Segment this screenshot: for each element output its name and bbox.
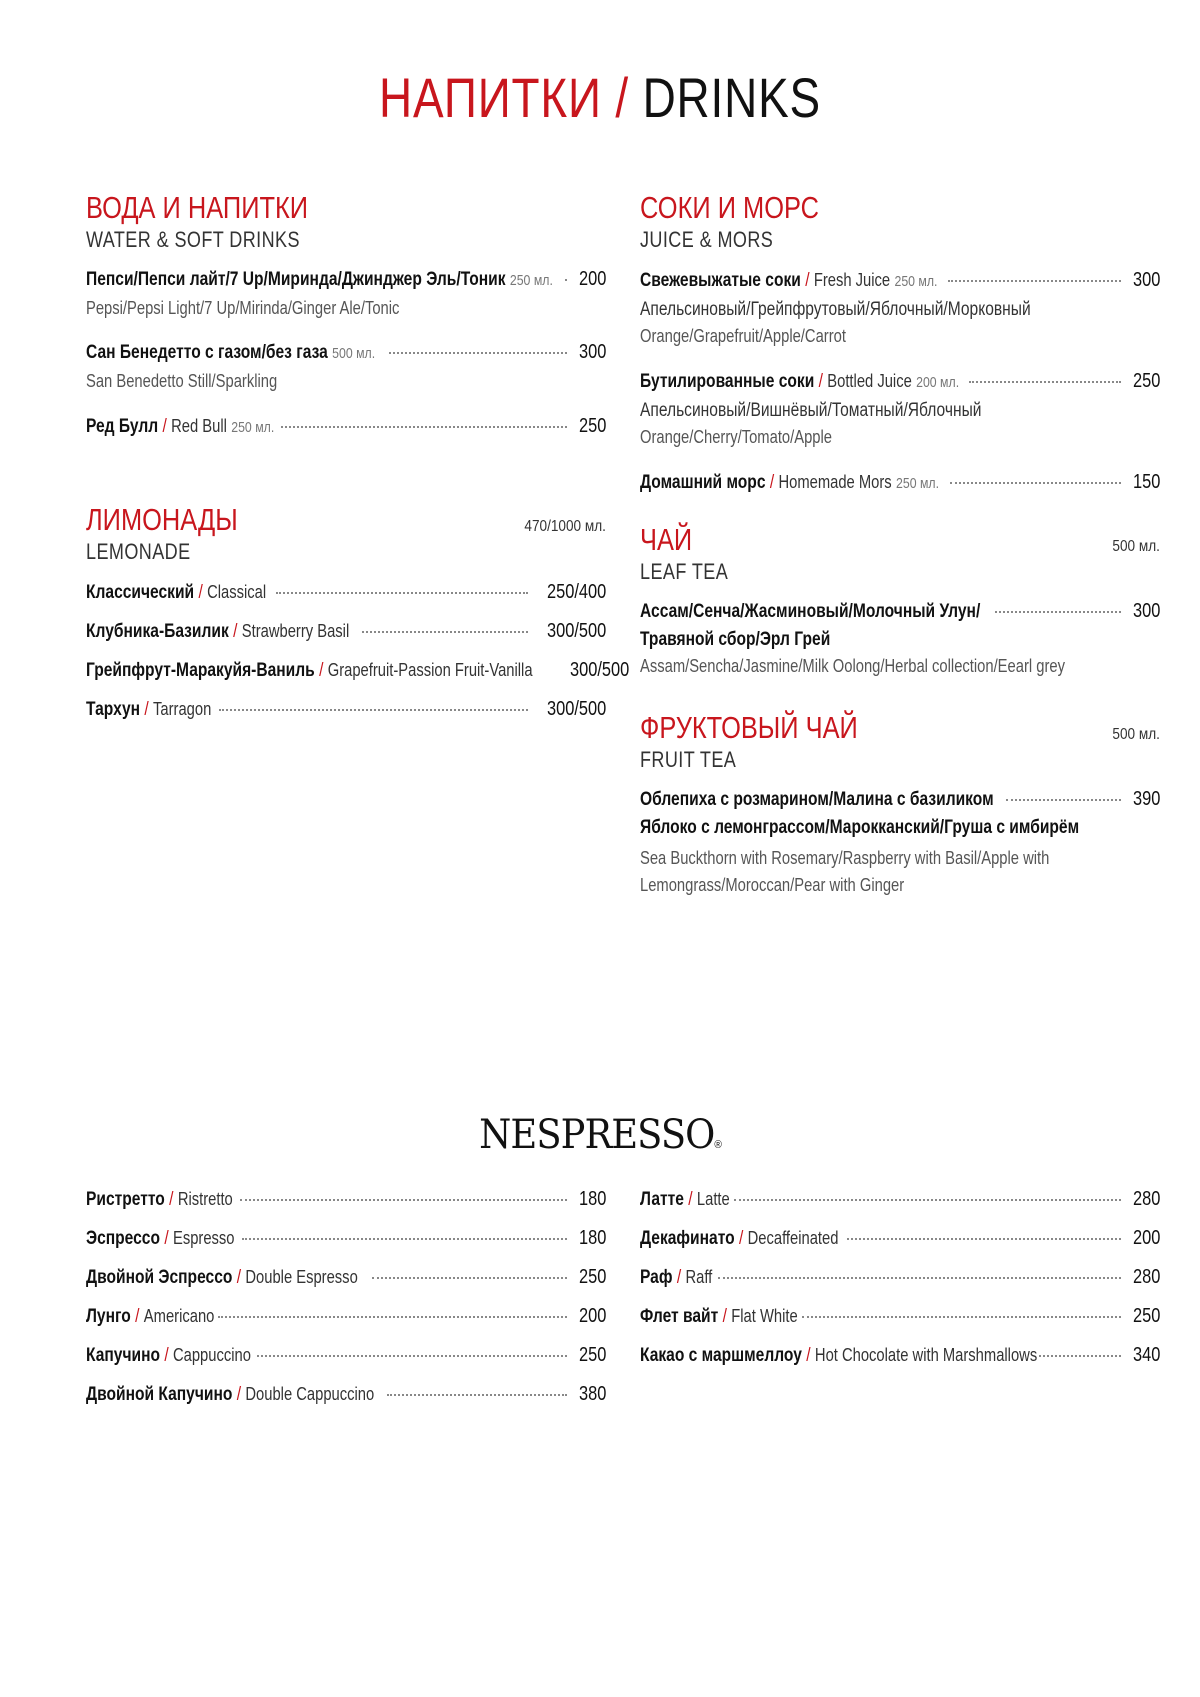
item-name-en: Red Bull <box>171 416 227 436</box>
item-price: 390 <box>1132 788 1160 810</box>
item-name-ru: Флет вайт <box>640 1306 719 1327</box>
item-name-ru: Ред Булл <box>86 416 159 437</box>
section-lemonade <box>86 502 629 734</box>
item-description: Orange/Grapefruit/Apple/Carrot <box>640 326 846 346</box>
leader-dots <box>847 1238 1121 1240</box>
section-title: ЧАЙ <box>640 522 693 557</box>
item-name-ru: Домашний морс <box>640 472 766 493</box>
item-volume: 500 мл. <box>332 345 376 362</box>
leader-dots <box>718 1277 1120 1279</box>
item-price: 250 <box>1132 370 1160 392</box>
item-price: 340 <box>1132 1344 1160 1366</box>
item-price: 250 <box>578 1266 606 1288</box>
item-name-ru: Классический <box>86 582 195 603</box>
menu-item: Бутилированные соки / Bottled Juice 200 мл. 250 Апельсиновый/Вишнёвый/Томатный/Яблочный Orange/Cherry/Tomato/Apple <box>640 367 1160 451</box>
section-fruit-tea <box>640 710 1160 916</box>
menu-item <box>86 266 606 322</box>
item-name-en: Hot Chocolate with Marshmallows <box>814 1345 1038 1365</box>
item-name-en: Espresso <box>172 1228 235 1248</box>
menu-item <box>640 786 1160 899</box>
section-subtitle: WATER & SOFT DRINKS <box>86 227 300 252</box>
leader-dots <box>372 1277 566 1279</box>
item-name-ru: Капучино <box>86 1345 160 1366</box>
item-name-en: Strawberry Basil <box>241 621 350 641</box>
item-price: 250 <box>578 1344 606 1366</box>
item-description: Pepsi/Pepsi Light/7 Up/Mirinda/Ginger Ale/Tonic <box>86 298 400 318</box>
leader-dots <box>387 1394 566 1396</box>
item-price: 250 <box>1132 1305 1160 1327</box>
section-subtitle: FRUIT TEA <box>640 747 737 772</box>
item-price: 200 <box>578 1305 606 1327</box>
section-title: ЛИМОНАДЫ <box>86 502 238 537</box>
section-volume-note: 500 мл. <box>1112 538 1160 555</box>
leader-dots <box>218 1316 567 1318</box>
item-price: 200 <box>1132 1227 1160 1249</box>
leader-dots <box>969 381 1120 383</box>
item-description: San Benedetto Still/Sparkling <box>86 371 278 391</box>
item-price: 300/500 <box>569 659 629 681</box>
item-volume: 250 мл. <box>231 419 275 436</box>
menu-item: Классический / Classical 250/400 <box>86 581 606 603</box>
leader-dots <box>362 631 528 633</box>
item-price: 250 <box>578 415 606 437</box>
leader-dots <box>242 1238 567 1240</box>
coffee-list-left <box>86 1185 606 1419</box>
item-name-en: Double Espresso <box>245 1267 358 1287</box>
item-name-ru: Двойной Капучино <box>86 1384 233 1405</box>
item-name-en: Bottled Juice <box>827 371 912 391</box>
item-name-en: Fresh Juice <box>813 270 891 290</box>
section-water <box>86 190 606 459</box>
item-volume: 200 мл. <box>916 374 960 391</box>
item-description: Sea Buckthorn with Rosemary/Raspberry with Basil/Apple with <box>640 848 1050 868</box>
item-name-ru: Свежевыжатые соки <box>640 270 801 291</box>
item-name-ru: Латте <box>640 1189 684 1210</box>
menu-item: Капучино / Cappuccino 250 <box>86 1344 606 1366</box>
item-name-ru: Двойной Эспрессо <box>86 1267 233 1288</box>
item-name-en: Decaffeinated <box>747 1228 839 1248</box>
item-name-en: Classical <box>207 582 267 602</box>
menu-item: Тархун / Tarragon 300/500 <box>86 698 606 720</box>
item-price: 280 <box>1132 1188 1160 1210</box>
section-title: ВОДА И НАПИТКИ <box>86 190 309 225</box>
menu-item: Эспрессо / Espresso 180 <box>86 1227 606 1249</box>
menu-item: Ристретто / Ristretto 180 <box>86 1188 606 1210</box>
item-price: 180 <box>578 1188 606 1210</box>
menu-item: Флет вайт / Flat White 250 <box>640 1305 1160 1327</box>
item-name-en: Cappuccino <box>172 1345 251 1365</box>
item-name-en: Double Cappuccino <box>245 1384 375 1404</box>
item-name-ru: Тархун <box>86 699 141 720</box>
section-volume-note: 470/1000 мл. <box>524 518 606 535</box>
menu-item: Раф / Raff 280 <box>640 1266 1160 1288</box>
menu-item <box>86 339 606 395</box>
menu-item: Двойной Капучино / Double Cappuccino 380 <box>86 1383 606 1405</box>
leader-dots <box>1039 1355 1120 1357</box>
menu-item: Грейпфрут-Маракуйя-Ваниль / Grapefruit-Passion Fruit-Vanilla 300/500 <box>86 659 629 681</box>
item-price: 150 <box>1132 471 1160 493</box>
item-price: 300/500 <box>546 620 606 642</box>
item-price: 300 <box>1132 269 1160 291</box>
item-name-en: Americano <box>143 1306 215 1326</box>
page-title-separator: / <box>615 66 629 129</box>
item-price: 300 <box>578 341 606 363</box>
item-name-ru: Декафинато <box>640 1228 735 1249</box>
item-name-ru: Облепиха с розмарином/Малина с базиликом <box>640 789 994 810</box>
item-name-ru: Эспрессо <box>86 1228 160 1249</box>
item-name-en: Grapefruit-Passion Fruit-Vanilla <box>327 660 533 680</box>
item-name-ru: Пепси/Пепси лайт/7 Up/Миринда/Джинджер Эль/Тоник <box>86 269 506 290</box>
item-name-ru: Какао с маршмеллоу <box>640 1345 802 1366</box>
item-price: 280 <box>1132 1266 1160 1288</box>
leader-dots <box>389 352 567 354</box>
leader-dots <box>565 279 566 281</box>
item-volume: 250 мл. <box>896 475 940 492</box>
item-price: 300 <box>1132 600 1160 622</box>
item-name-ru: Ассам/Сенча/Жасминовый/Молочный Улун/ <box>640 601 981 622</box>
item-name-en: Tarragon <box>153 699 212 719</box>
page-title <box>108 62 1092 134</box>
item-description: Assam/Sencha/Jasmine/Milk Oolong/Herbal collection/Eearl grey <box>640 656 1065 676</box>
nespresso-logo <box>48 1112 1152 1158</box>
item-price: 250/400 <box>546 581 606 603</box>
item-name-en: Flat White <box>731 1306 798 1326</box>
item-varieties: Апельсиновый/Грейпфрутовый/Яблочный/Морковный <box>640 299 1031 320</box>
menu-item: Двойной Эспрессо / Double Espresso 250 <box>86 1266 606 1288</box>
item-price: 200 <box>578 268 606 290</box>
leader-dots <box>240 1199 567 1201</box>
section-title: СОКИ И МОРС <box>640 190 820 225</box>
menu-item: Домашний морс / Homemade Mors 250 мл. 150 <box>640 471 1160 493</box>
leader-dots <box>948 280 1121 282</box>
leader-dots <box>802 1316 1120 1318</box>
item-name-en: Homemade Mors <box>778 472 892 492</box>
item-name-continued: Яблоко с лемонграссом/Марокканский/Груша с имбирём <box>640 817 1080 838</box>
menu-item: Декафинато / Decaffeinated 200 <box>640 1227 1160 1249</box>
section-subtitle: LEAF TEA <box>640 559 729 584</box>
item-description: Orange/Cherry/Tomato/Apple <box>640 427 832 447</box>
section-title: ФРУКТОВЫЙ ЧАЙ <box>640 710 858 745</box>
menu-item: Какао с маршмеллоу / Hot Chocolate with Marshmallows 340 <box>640 1344 1160 1366</box>
menu-item: Ред Булл / Red Bull 250 мл. 250 <box>86 415 606 437</box>
item-volume: 250 мл. <box>894 273 938 290</box>
section-subtitle: JUICE & MORS <box>640 227 774 252</box>
menu-item <box>640 598 1160 680</box>
menu-item: Клубника-Базилик / Strawberry Basil 300/500 <box>86 620 606 642</box>
item-name-en: Latte <box>696 1189 730 1209</box>
item-name-ru: Клубника-Базилик <box>86 621 229 642</box>
item-name-ru: Грейпфрут-Маракуйя-Ваниль <box>86 660 315 681</box>
menu-item: Свежевыжатые соки / Fresh Juice 250 мл. 300 Апельсиновый/Грейпфрутовый/Яблочный/Морковный Orange/Grapefruit/Apple/Carrot <box>640 266 1160 350</box>
leader-dots <box>1006 799 1120 801</box>
section-subtitle: LEMONADE <box>86 539 191 564</box>
section-tea <box>640 522 1160 697</box>
item-name-continued: Травяной сбор/Эрл Грей <box>640 629 831 650</box>
leader-dots <box>734 1199 1120 1201</box>
item-description: Lemongrass/Moroccan/Pear with Ginger <box>640 875 905 895</box>
page-title-ru: НАПИТКИ <box>378 66 602 129</box>
section-volume-note: 500 мл. <box>1112 726 1160 743</box>
menu-item: Лунго / Americano 200 <box>86 1305 606 1327</box>
item-name-ru: Ристретто <box>86 1189 165 1210</box>
item-price: 380 <box>578 1383 606 1405</box>
item-name-ru: Сан Бенедетто с газом/без газа <box>86 342 328 363</box>
item-varieties: Апельсиновый/Вишнёвый/Томатный/Яблочный <box>640 400 982 421</box>
item-price: 180 <box>578 1227 606 1249</box>
leader-dots <box>257 1355 566 1357</box>
leader-dots <box>219 709 528 711</box>
leader-dots <box>281 426 567 428</box>
item-volume: 250 мл. <box>509 272 553 289</box>
item-name-ru: Лунго <box>86 1306 131 1327</box>
item-name-ru: Бутилированные соки <box>640 371 815 392</box>
item-name-ru: Раф <box>640 1267 673 1288</box>
leader-dots <box>276 592 528 594</box>
logo-text: NESPRESSO <box>479 1112 715 1158</box>
leader-dots <box>950 482 1121 484</box>
item-price: 300/500 <box>546 698 606 720</box>
item-name-en: Raff <box>685 1267 713 1287</box>
section-juice <box>640 190 1160 515</box>
coffee-list-right <box>640 1185 1160 1380</box>
leader-dots <box>995 611 1121 613</box>
page-title-en: DRINKS <box>642 66 822 129</box>
item-name-en: Ristretto <box>177 1189 233 1209</box>
menu-item: Латте / Latte 280 <box>640 1188 1160 1210</box>
registered-mark: ® <box>714 1139 721 1151</box>
